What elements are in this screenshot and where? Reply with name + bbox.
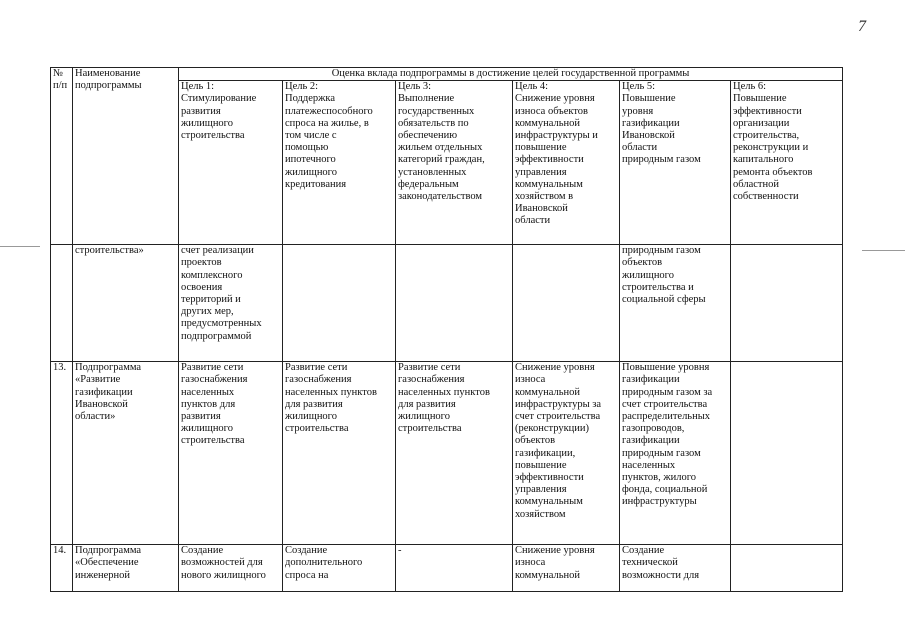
- header-goal-2: Цель 2: Поддержка платежеспособного спроса на жилье, в том числе с помощью ипотечного жилищного кредитования: [283, 81, 396, 245]
- header-num: № п/п: [51, 68, 73, 245]
- row-cell-goal-4: Снижение уровня износа коммунальной инфраструктуры за счет строительства (реконструкции) объектов газификации, повышение эффективности управления коммунальным хозяйством: [513, 362, 620, 545]
- row-cell-goal-3: [396, 245, 513, 362]
- page-number: 7: [858, 18, 866, 35]
- row-cell-goal-1: счет реализации проектов комплексного освоения территорий и других мер, предусмотренных подпрограммой: [179, 245, 283, 362]
- row-cell-goal-6: [731, 362, 843, 545]
- row-cell-goal-6: [731, 545, 843, 592]
- table-row: [51, 245, 843, 362]
- row-cell-goal-4: Снижение уровня износа коммунальной: [513, 545, 620, 592]
- header-group: Оценка вклада подпрограммы в достижение целей государственной программы: [179, 68, 843, 81]
- row-num: 13.: [51, 362, 73, 545]
- header-name: Наименование подпрограммы: [73, 68, 179, 245]
- row-cell-goal-6: [731, 245, 843, 362]
- row-cell-goal-2: [283, 245, 396, 362]
- row-cell-goal-1: Создание возможностей для нового жилищного: [179, 545, 283, 592]
- row-cell-goal-5: Создание технической возможности для: [620, 545, 731, 592]
- header-goal-1: Цель 1: Стимулирование развития жилищного строительства: [179, 81, 283, 245]
- row-name: строительства»: [73, 245, 179, 362]
- scan-artifact-line-left: [0, 246, 40, 247]
- header-goal-4: Цель 4: Снижение уровня износа объектов коммунальной инфраструктуры и повышение эффективности управления коммунальным хозяйством в Ивановской области: [513, 81, 620, 245]
- table-row: [51, 362, 843, 545]
- table-row: [51, 545, 843, 592]
- scan-artifact-line-right: [862, 250, 905, 251]
- row-cell-goal-5: природным газом объектов жилищного строительства и социальной сферы: [620, 245, 731, 362]
- row-num: 14.: [51, 545, 73, 592]
- row-name: Подпрограмма «Обеспечение инженерной: [73, 545, 179, 592]
- row-cell-goal-2: Развитие сети газоснабжения населенных пунктов для развития жилищного строительства: [283, 362, 396, 545]
- row-cell-goal-2: Создание дополнительного спроса на: [283, 545, 396, 592]
- header-goal-3: Цель 3: Выполнение государственных обязательств по обеспечению жильем отдельных категорий граждан, установленных федеральным законодательством: [396, 81, 513, 245]
- row-cell-goal-3: -: [396, 545, 513, 592]
- row-num: [51, 245, 73, 362]
- header-row-1: [51, 68, 843, 81]
- row-cell-goal-5: Повышение уровня газификации природным газом за счет строительства распределительных газопроводов, газификации природным газом населенных пунктов, жилого фонда, социальной инфраструктуры: [620, 362, 731, 545]
- row-cell-goal-1: Развитие сети газоснабжения населенных пунктов для развития жилищного строительства: [179, 362, 283, 545]
- row-name: Подпрограмма «Развитие газификации Ивановской области»: [73, 362, 179, 545]
- row-cell-goal-4: [513, 245, 620, 362]
- header-goal-5: Цель 5: Повышение уровня газификации Ивановской области природным газом: [620, 81, 731, 245]
- subprogram-contribution-table: [50, 67, 843, 592]
- header-goal-6: Цель 6: Повышение эффективности организации строительства, реконструкции и капитального ремонта объектов областной собственности: [731, 81, 843, 245]
- row-cell-goal-3: Развитие сети газоснабжения населенных пунктов для развития жилищного строительства: [396, 362, 513, 545]
